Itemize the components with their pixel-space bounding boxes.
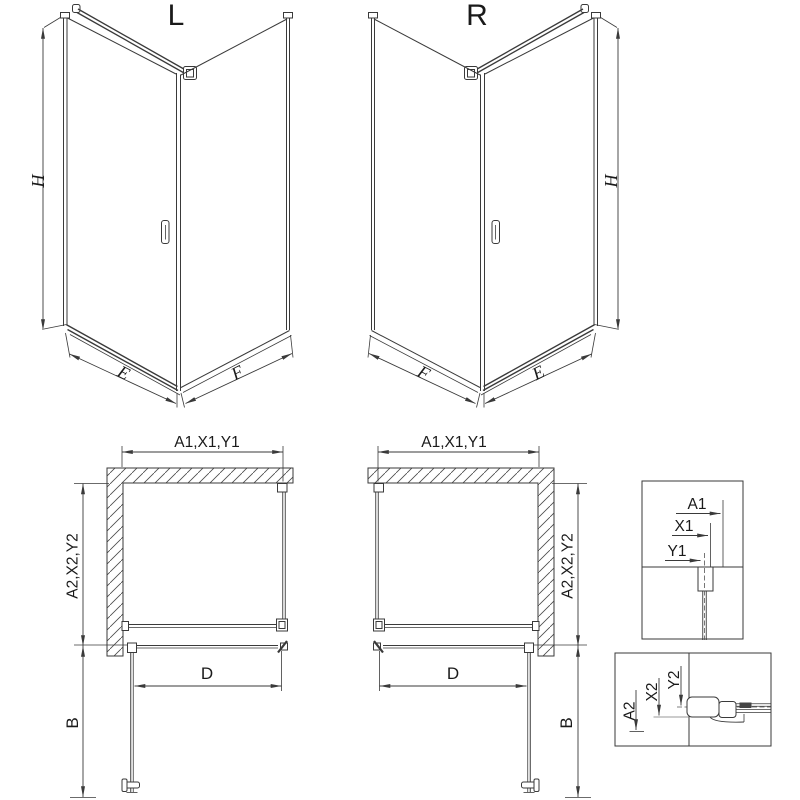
a2-label: A2 [621, 701, 639, 721]
door-width-label: D [200, 664, 214, 683]
a1-label: A1 [687, 496, 707, 513]
side-edge-label: F [227, 361, 247, 385]
door-width-label: D [446, 664, 460, 683]
view-title-left: L [167, 0, 185, 32]
side-panel-plan [277, 492, 288, 631]
x2-label: X2 [644, 682, 661, 702]
glass-seal [740, 703, 752, 709]
door-closed-plan [374, 641, 534, 653]
y1-label: Y1 [667, 543, 687, 560]
door-open-plan [522, 653, 540, 793]
width-dimension-label: A1,X1,Y1 [421, 434, 487, 451]
door-open-plan [122, 653, 140, 793]
door-closed-plan [128, 641, 288, 653]
width-dimension-label: A1,X1,Y1 [174, 434, 240, 451]
wall-profile-block [374, 484, 384, 493]
wall-profile-section [687, 697, 771, 722]
support-bar-plan [385, 622, 540, 631]
height-label: H [28, 174, 48, 188]
wall-profile-section [698, 567, 713, 591]
door-swing-label: B [63, 717, 82, 729]
support-bar-plan [122, 622, 277, 631]
detail-box-width [642, 481, 743, 640]
x1-label: X1 [674, 518, 694, 535]
side-edge-label: F [414, 361, 434, 385]
plan-view-left [63, 434, 293, 798]
view-title-right: R [466, 0, 488, 32]
plan-view-right [368, 434, 591, 798]
wall-profile-block [278, 484, 288, 493]
depth-dimension-label: A2,X2,Y2 [64, 533, 82, 599]
iso-view-right [368, 0, 621, 408]
depth-dimension-label: A2,X2,Y2 [559, 533, 577, 599]
door-swing-label: B [557, 717, 576, 729]
front-edge-label: E [114, 361, 134, 385]
enclosure-line-art [43, 5, 293, 408]
height-label: H [601, 174, 621, 188]
front-edge-label: E [528, 361, 548, 385]
iso-view-left [28, 0, 293, 408]
y2-label: Y2 [666, 670, 683, 690]
detail-box-depth [615, 653, 771, 746]
side-panel-plan [374, 492, 385, 631]
enclosure-line-art-mirrored [368, 5, 618, 408]
